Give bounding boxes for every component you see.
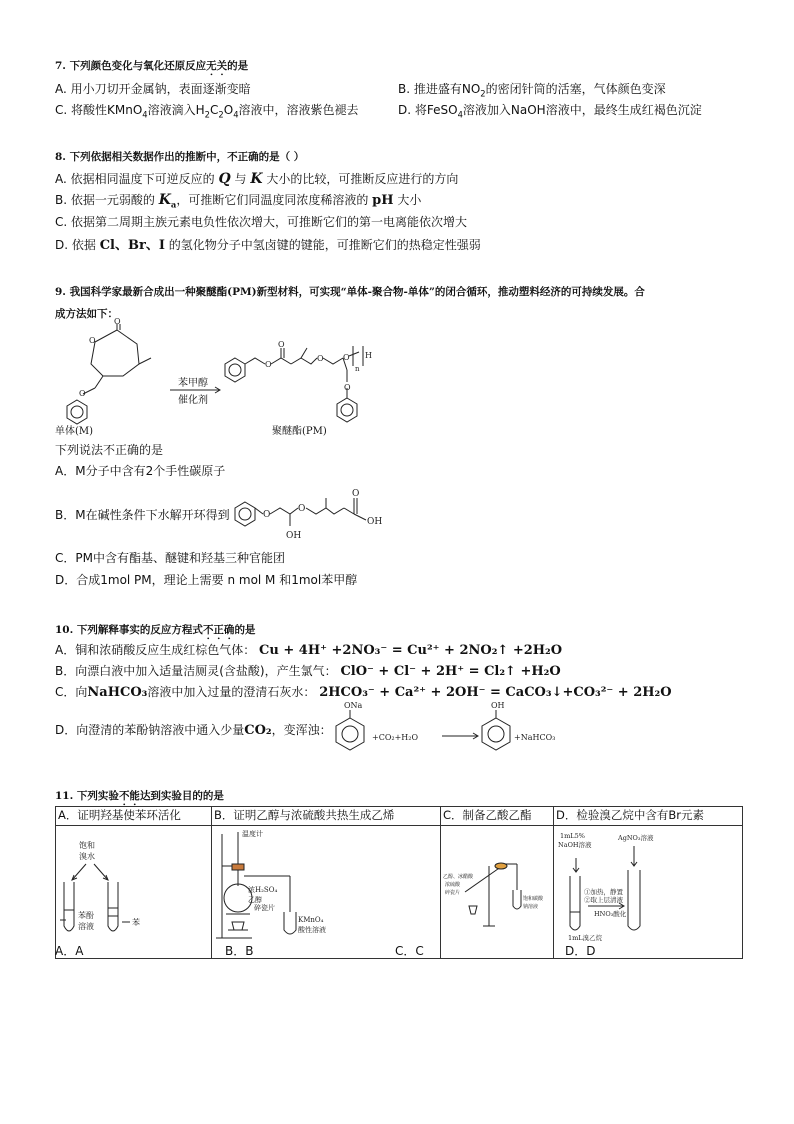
d-step2: ②取上层清液: [584, 896, 623, 904]
d-c2h5br: 1mL溴乙烷: [568, 934, 603, 942]
d-naoh-2: NaOH溶液: [558, 841, 592, 849]
q9-stem-line1: 9. 我国科学家最新合成出一种聚醚酯(PM)新型材料，可实现“单体-聚合物-单体”的闭合循环，推动塑料经济的可持续发展。合: [55, 286, 645, 298]
q10-option-d-equation: [330, 700, 570, 762]
c-sat-1: 饱和碳酸: [523, 896, 544, 902]
c-mix-2: 浓硫酸: [445, 882, 461, 888]
b-oh2: OH: [367, 517, 383, 527]
d-hno3: HNO₃酸化: [594, 910, 627, 918]
pm-benzyl-ring: [225, 358, 245, 382]
a-bromine-2: 溴水: [79, 852, 95, 861]
pm-o5: O: [344, 383, 351, 392]
q10-option-c[interactable]: C．向NaHCO₃溶液中加入过量的澄清石灰水： 2HCO₃⁻ + Ca²⁺ + 2OH⁻ = CaCO₃↓+CO₃²⁻ + 2H₂O: [55, 685, 672, 700]
b-oh: OH: [286, 531, 302, 541]
d-naoh-1: 1mL5%: [560, 832, 585, 840]
monomer-phenyl: [67, 400, 87, 424]
d-ona: ONa: [344, 701, 363, 710]
q11-apparatus-b: [212, 826, 441, 959]
b-ethanol: 乙醇: [248, 896, 262, 904]
a-phenol-1: 苯酚: [78, 911, 94, 920]
q7-option-d[interactable]: D. 将FeSO$_4$溶液加入NaOH溶液中，最终生成红褐色沉淀: [398, 103, 702, 120]
q9-monomer-label: 单体(M): [55, 426, 94, 437]
a-benzene: 苯: [132, 918, 140, 927]
q7-option-b[interactable]: B. 推进盛有$NO_2$的密闭针筒的活塞，气体颜色变深: [398, 82, 666, 99]
d-product: +NaHCO₃: [514, 733, 556, 742]
q11-header-d: D．检验溴乙烷中含有Br元素: [554, 807, 743, 826]
q11-option-d[interactable]: D．D: [565, 944, 596, 958]
q8-option-c[interactable]: C. 依据第二周期主族元素电负性依次增大，可推断它们的第一电离能依次增大: [55, 215, 468, 229]
d-step1: ①加热，静置: [584, 888, 623, 896]
q10-option-d[interactable]: D．向澄清的苯酚钠溶液中通入少量CO₂，变浑浊：: [55, 723, 332, 738]
q9-option-b-structure: [230, 484, 390, 548]
d-agno3: AgNO₃溶液: [618, 834, 654, 842]
b-chips: 碎瓷片: [254, 904, 275, 912]
b-thermometer: 温度计: [242, 830, 263, 838]
c-mix-1: 乙醇、冰醋酸: [443, 874, 474, 880]
q9-stem-line2: 成方法如下：: [55, 308, 118, 320]
q9-option-c[interactable]: C．PM中含有酯基、醚键和羟基三种官能团: [55, 551, 285, 565]
q8-option-b[interactable]: B. 依据一元弱酸的 $K_a$，可推断它们同温度同浓度稀溶液的 pH 大小: [55, 192, 422, 210]
q9-reaction-scheme: [55, 318, 395, 438]
q11-header-a: A．证明羟基使苯环活化: [56, 807, 212, 826]
c-sat-2: 钠溶液: [523, 904, 539, 910]
q10-stem: 10. 下列解释事实的反应方程式不正确的是: [55, 624, 256, 636]
q9-catalyst: 催化剂: [178, 395, 208, 406]
q9-polymer-label: 聚醚酯(PM): [272, 426, 327, 437]
q11-header-c: C．制备乙酸乙酯: [441, 807, 554, 826]
q8-option-d[interactable]: D. 依据 Cl、Br、I 的氢化物分子中氢卤键的键能，可推断它们的热稳定性强弱: [55, 238, 481, 253]
q9-reagent: 苯甲醇: [178, 378, 208, 389]
d-reagents: +CO₂+H₂O: [372, 733, 419, 742]
q11-header-b: B．证明乙醇与浓硫酸共热生成乙烯: [212, 807, 441, 826]
q11-option-b[interactable]: B．B: [225, 944, 254, 958]
q11-option-a[interactable]: A．A: [55, 944, 84, 958]
b-o3: O: [352, 489, 360, 499]
pm-phenyl: [337, 398, 357, 422]
pm-o2: O: [278, 340, 285, 349]
q9-question: 下列说法不正确的是: [55, 443, 164, 457]
q9-option-d[interactable]: D．合成1mol PM，理论上需要 n mol M 和1mol苯甲醇: [55, 573, 358, 587]
pm-o3: O: [317, 354, 324, 363]
q11-table: [55, 806, 743, 959]
monomer-ring: [91, 330, 139, 376]
b-kmno4-2: 酸性溶液: [298, 926, 326, 934]
q7-option-c[interactable]: C. 将酸性KMnO$_4$溶液滴入$H_2C_2O_4$溶液中，溶液紫色褪去: [55, 103, 359, 120]
ring-o3: O: [79, 389, 86, 398]
b-kmno4-1: KMnO₄: [298, 916, 324, 924]
a-phenol-2: 溶液: [78, 922, 94, 931]
q11-apparatus-c: [441, 826, 554, 959]
q11-apparatus-a: [56, 826, 212, 959]
q10-option-a[interactable]: A．铜和浓硝酸反应生成红棕色气体： Cu + 4H⁺ +2NO₃⁻ = Cu²⁺ + 2NO₂↑ +2H₂O: [55, 643, 563, 658]
q9-option-b[interactable]: B．M在碱性条件下水解开环得到: [55, 508, 230, 522]
pm-o1: O: [265, 360, 272, 369]
pm-h: H: [365, 351, 372, 360]
q7-option-a[interactable]: A. 用小刀切开金属钠，表面逐渐变暗: [55, 82, 251, 96]
q11-stem: 11. 下列实验不能达到实验目的的是: [55, 790, 224, 802]
b-o1: O: [263, 510, 271, 520]
pm-n: n: [355, 365, 360, 373]
b-acid: 浓H₂SO₄: [248, 886, 278, 894]
q11-option-c[interactable]: C．C: [395, 944, 424, 958]
d-oh: OH: [491, 701, 505, 710]
ring-o2: O: [89, 336, 96, 345]
q7-stem: 7. 下列颜色变化与氧化还原反应无关的是: [55, 60, 249, 72]
q8-stem: 8. 下列依据相关数据作出的推断中，不正确的是（ ）: [55, 151, 305, 163]
b-o2: O: [298, 504, 306, 514]
a-bromine-1: 饱和: [79, 841, 95, 850]
c-chips: 碎瓷片: [445, 890, 461, 896]
q10-option-b[interactable]: B．向漂白液中加入适量洁厕灵(含盐酸)，产生氯气： ClO⁻ + Cl⁻ + 2H⁺ = Cl₂↑ +H₂O: [55, 664, 561, 679]
q9-option-a[interactable]: A．M分子中含有2个手性碳原子: [55, 464, 226, 478]
ring-o1: O: [114, 318, 121, 326]
q11-apparatus-d: [554, 826, 743, 959]
pm-o4: O: [343, 353, 350, 362]
q8-option-a[interactable]: A. 依据相同温度下可逆反应的 Q 与 K 大小的比较，可推断反应进行的方向: [55, 171, 459, 187]
